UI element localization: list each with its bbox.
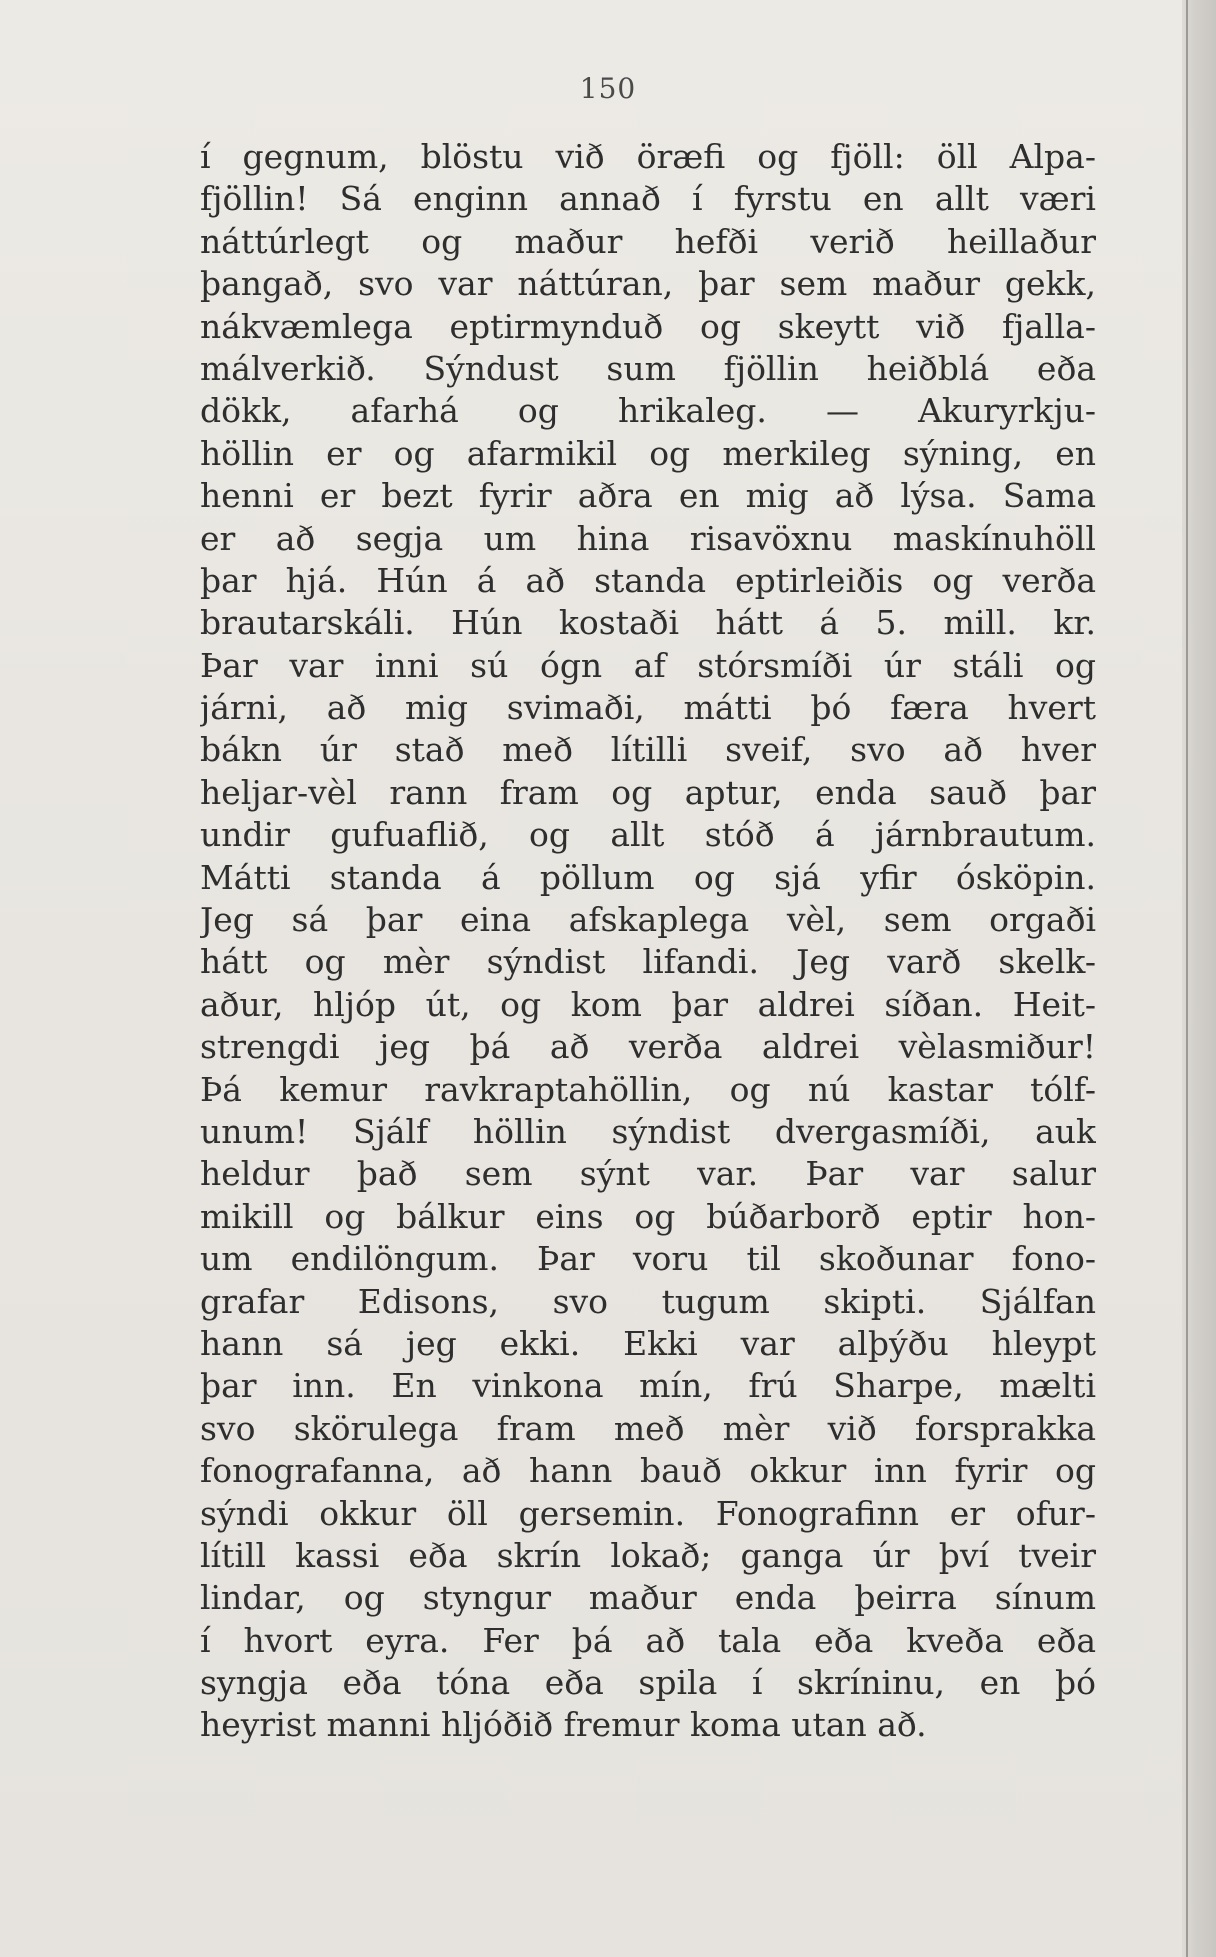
body-text: [200, 136, 1096, 1747]
text-line: aður, hljóp út, og kom þar aldrei síðan. Heit-: [200, 984, 1096, 1024]
text-line: nákvæmlega eptirmynduð og skeytt við fjalla-: [200, 306, 1096, 346]
text-line: Þar var inni sú ógn af stórsmíði úr stáli og: [200, 645, 1096, 685]
text-line: í hvort eyra. Fer þá að tala eða kveða eða: [200, 1620, 1096, 1660]
text-line: unum! Sjálf höllin sýndist dvergasmíði, auk: [200, 1111, 1096, 1151]
text-line: hann sá jeg ekki. Ekki var alþýðu hleypt: [200, 1323, 1096, 1363]
text-line: sýndi okkur öll gersemin. Fonografinn er ofur-: [200, 1493, 1096, 1533]
text-line: mikill og bálkur eins og búðarborð eptir hon-: [200, 1196, 1096, 1236]
text-line: þar hjá. Hún á að standa eptirleiðis og verða: [200, 560, 1096, 600]
text-line: heldur það sem sýnt var. Þar var salur: [200, 1154, 1096, 1194]
text-line: strengdi jeg þá að verða aldrei vèlasmiður!: [200, 1027, 1096, 1067]
text-line: heljar-vèl rann fram og aptur, enda sauð þar: [200, 772, 1096, 812]
text-line: lindar, og styngur maður enda þeirra sínum: [200, 1578, 1096, 1618]
text-line: undir gufuaflið, og allt stóð á járnbrautum.: [200, 815, 1096, 855]
text-line: fjöllin! Sá enginn annað í fyrstu en allt væri: [200, 179, 1096, 219]
text-line: grafar Edisons, svo tugum skipti. Sjálfan: [200, 1281, 1096, 1321]
text-line: svo skörulega fram með mèr við forsprakka: [200, 1408, 1096, 1448]
text-line: syngja eða tóna eða spila í skríninu, en þó: [200, 1663, 1096, 1703]
text-line: járni, að mig svimaði, mátti þó færa hvert: [200, 688, 1096, 728]
text-line: heyrist manni hljóðið fremur koma utan að.: [200, 1705, 927, 1745]
text-line: er að segja um hina risavöxnu maskínuhöll: [200, 518, 1096, 558]
text-line: náttúrlegt og maður hefði verið heillaður: [200, 221, 1096, 261]
text-line: dökk, afarhá og hrikaleg. — Akuryrkju-: [200, 391, 1096, 431]
text-line: þar inn. En vinkona mín, frú Sharpe, mælti: [200, 1366, 1096, 1406]
text-line: Jeg sá þar eina afskaplega vèl, sem orgaði: [200, 900, 1096, 940]
page-number: 150: [579, 72, 637, 105]
text-line: fonografanna, að hann bauð okkur inn fyrir og: [200, 1451, 1096, 1491]
text-line: bákn úr stað með lítilli sveif, svo að hver: [200, 730, 1096, 770]
text-line: brautarskáli. Hún kostaði hátt á 5. mill. kr.: [200, 603, 1096, 643]
text-line: henni er bezt fyrir aðra en mig að lýsa. Sama: [200, 476, 1096, 516]
text-line: í gegnum, blöstu við öræfi og fjöll: öll Alpa-: [200, 137, 1096, 176]
text-line: Mátti standa á pöllum og sjá yfir ósköpin.: [200, 857, 1096, 897]
page-edge-line: [1186, 0, 1188, 1957]
text-line: þangað, svo var náttúran, þar sem maður gekk,: [200, 264, 1096, 304]
text-line: lítill kassi eða skrín lokað; ganga úr því tveir: [200, 1535, 1096, 1575]
text-line: málverkið. Sýndust sum fjöllin heiðblá eða: [200, 348, 1096, 388]
text-line: Þá kemur ravkraptahöllin, og nú kastar tólf-: [200, 1069, 1096, 1109]
text-line: höllin er og afarmikil og merkileg sýning, en: [200, 433, 1096, 473]
text-line: um endilöngum. Þar voru til skoðunar fono-: [200, 1239, 1096, 1279]
text-line: hátt og mèr sýndist lifandi. Jeg varð skelk-: [200, 942, 1096, 982]
